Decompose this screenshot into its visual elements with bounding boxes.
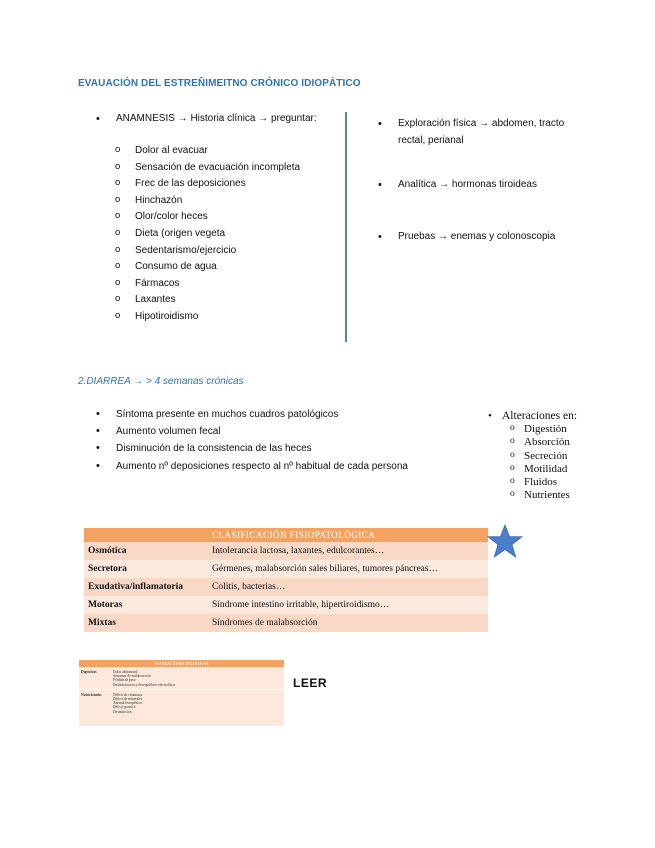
small-table-line: Pérdida de peso [113,678,136,683]
table-row-value: Colitis, bacterias… [208,578,488,596]
anamnesis-item: o Frec de las deposiciones [115,176,345,193]
small-table-line: Deshidratación y desequilibrio electrolítico [113,682,176,687]
table-row-value: Síndrome intestino irritable, hipertiroidismo… [208,596,488,614]
small-table-line: Síntomas de malabsorción [113,674,151,679]
table-row-key: Exudativa/inflamatoria [84,578,208,596]
anamnesis-item: o Fármacos [115,276,345,293]
small-table-line: Anemia ferropénica [113,701,142,706]
anamnesis-item: o Sedentarismo/ejercicio [115,243,345,260]
table-row-key: Osmótica [84,542,208,560]
small-table-body [79,670,284,714]
small-table-header: ALTERACIONES DIGESTIVAS [79,660,284,667]
small-table-row [79,693,284,714]
anamnesis-item: o Sensación de evacuación incompleta [115,160,345,177]
small-table [79,660,284,726]
alteraciones-list [510,423,598,502]
diarrea-item: • Aumento nº deposiciones respecto al nº habitual de cada persona [96,458,476,475]
right-column-item: • Pruebas → enemas y colonoscopia [378,229,568,246]
alteraciones-item: o Fluidos [510,476,598,489]
small-table-key: Digestivas [81,670,97,674]
small-table-row [79,670,284,687]
small-table-line: Déficit de minerales [113,697,143,702]
small-table-line: Déficit proteico [113,705,136,710]
diarrea-bullets [96,406,476,475]
table-row [84,596,488,614]
diarrea-item: • Aumento volumen fecal [96,423,476,440]
small-table-line: Dolor abdominal [113,670,138,674]
leer-label: LEER [293,676,328,690]
small-table-key: Nutricionales [81,692,102,697]
table-row-value: Síndromes de malabsorción [208,614,488,632]
anamnesis-item: o Hinchazón [115,193,345,210]
section2-title: 2.DIARREA → > 4 semanas crónicas [78,376,244,387]
small-table-line: Desnutrición [113,709,132,714]
small-table-values [113,693,142,714]
small-table-separator [79,689,284,690]
diarrea-item: • Síntoma presente en muchos cuadros patológicos [96,406,476,423]
anamnesis-item: o Consumo de agua [115,259,345,276]
anamnesis-bullet: • ANAMNESIS → Historia clínica → preguntar: [96,111,655,128]
anamnesis-list [115,143,345,326]
table-row [84,614,488,632]
alteraciones-item: o Digestión [510,423,598,436]
alteraciones-item: o Absorción [510,436,598,449]
section1-title: EVAUACIÓN DEL ESTREÑIMEITNO CRÓNICO IDIOPÁTICO [78,78,361,89]
table-row-value: Gérmenes, malabsorción sales biliares, tumores páncreas… [208,560,488,578]
diarrea-item: • Disminución de la consistencia de las heces [96,440,476,457]
anamnesis-item: o Hipotiroidismo [115,309,345,326]
small-table-line: Déficit de vitaminas [113,692,143,697]
right-column-item: • Analítica → hormonas tiroideas [378,177,568,194]
small-table-values [113,670,175,687]
table-row [84,578,488,596]
table-row-key: Motoras [84,596,208,614]
column-divider [345,112,347,342]
table-row [84,542,488,560]
anamnesis-item: o Laxantes [115,292,345,309]
table-header-row [84,528,488,542]
table-row-value: Intolerancia lactosa, laxantes, edulcorantes… [208,542,488,560]
table-row-key: Mixtas [84,614,208,632]
anamnesis-item: o Dolor al evacuar [115,143,345,160]
alteraciones-title: • Alteraciones en: [488,410,598,423]
table-header: CLASIFICACIÓN FISIOPATOLÓGICA [208,528,488,542]
table-row-key: Secretora [84,560,208,578]
alteraciones-item: o Motilidad [510,463,598,476]
anamnesis-item: o Dieta (origen vegeta [115,226,345,243]
alteraciones-item: o Nutrientes [510,489,598,502]
star-icon [487,524,523,558]
alteraciones-item: o Secreción [510,450,598,463]
right-column-item: • Exploración física → abdomen, tracto rectal, perianal [378,116,568,149]
anamnesis-item: o Olor/color heces [115,209,345,226]
alteraciones-block [488,410,598,502]
table-row [84,560,488,578]
classification-table [84,528,488,632]
